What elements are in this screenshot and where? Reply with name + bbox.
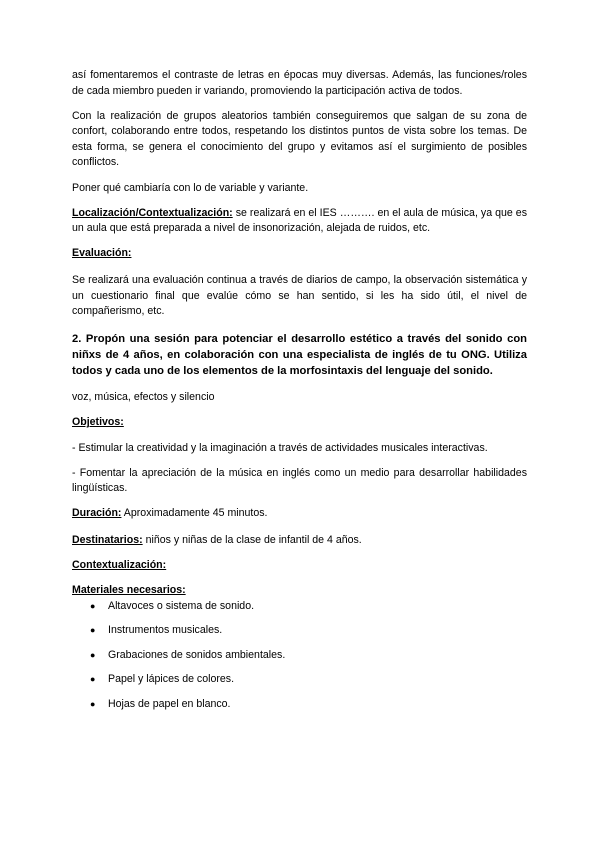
sound-elements: voz, música, efectos y silencio — [72, 391, 215, 404]
objetivos-heading — [72, 415, 527, 431]
destinatarios-paragraph — [72, 533, 527, 549]
list-item-text: Grabaciones de sonidos ambientales. — [108, 648, 286, 661]
contextualizacion-heading-text: Contextualización: — [72, 558, 167, 571]
paragraph-groups: Con la realización de grupos aleatorios también conseguiremos que salgan de su zona de confort, colaborando entre todos, respetando los distintos puntos de vista sobre los temas. De esta forma, se genera el conocimiento del grupo y evitamos así el surgimiento de posibles conflictos. — [72, 109, 527, 169]
list-item — [72, 697, 527, 722]
objetivos-heading-text: Objetivos: — [72, 416, 124, 429]
paragraph-note: Poner qué cambiaría con lo de variable y variante. — [72, 181, 309, 194]
localizacion-text: se realizará en el IES ………. en el aula de música, ya que es un aula que está preparada a nivel de insonorización, alejada de ruidos, etc. — [72, 206, 527, 235]
list-item-text: Hojas de papel en blanco. — [108, 698, 231, 711]
duracion-paragraph — [72, 506, 527, 522]
list-item — [72, 623, 527, 648]
evaluacion-heading — [72, 246, 527, 262]
bullet-icon: ● — [90, 649, 96, 660]
bullet-icon: ● — [90, 625, 96, 636]
list-item — [72, 599, 527, 624]
objetivo-item-2: - Fomentar la apreciación de la música en inglés como un medio para desarrollar habilidades lingüísticas. — [72, 466, 527, 495]
localizacion-paragraph — [72, 206, 527, 237]
destinatarios-label: Destinatarios: — [72, 533, 143, 546]
list-item — [72, 672, 527, 697]
list-item — [72, 648, 527, 673]
materiales-heading-text: Materiales necesarios: — [72, 584, 186, 597]
question-heading: 2. Propón una sesión para potenciar el desarrollo estético a través del sonido con niñxs de 4 años, en colaboración con una especialista de inglés de tu ONG. Utiliza todos y cada uno de los elementos de la morfosintaxis del lenguaje del sonido. — [72, 332, 527, 378]
document-page — [72, 68, 527, 722]
objetivo-item-1: - Estimular la creatividad y la imaginación a través de actividades musicales interactivas. — [72, 441, 488, 454]
paragraph-intro: así fomentaremos el contraste de letras en épocas muy diversas. Además, las funciones/roles de cada miembro pueden ir variando, promoviendo la participación activa de todos. — [72, 69, 527, 97]
materiales-heading — [72, 583, 527, 599]
destinatarios-text: niños y niñas de la clase de infantil de 4 años. — [142, 533, 362, 546]
duracion-label: Duración: — [72, 507, 122, 520]
duracion-text: Aproximadamente 45 minutos. — [121, 507, 268, 520]
evaluacion-heading-text: Evaluación: — [72, 247, 132, 260]
materiales-list — [72, 599, 527, 722]
bullet-icon: ● — [90, 699, 96, 710]
list-item-text: Instrumentos musicales. — [108, 624, 223, 637]
bullet-icon: ● — [90, 600, 96, 611]
bullet-icon: ● — [90, 674, 96, 685]
list-item-text: Altavoces o sistema de sonido. — [108, 599, 255, 612]
list-item-text: Papel y lápices de colores. — [108, 673, 235, 686]
localizacion-label: Localización/Contextualización: — [72, 206, 233, 219]
contextualizacion-heading — [72, 558, 527, 574]
evaluacion-text: Se realizará una evaluación continua a través de diarios de campo, la observación sistemática y un cuestionario final que evalúe cómo se han sentido, si les ha sido útil, el nivel de compañerismo, etc. — [72, 273, 527, 318]
